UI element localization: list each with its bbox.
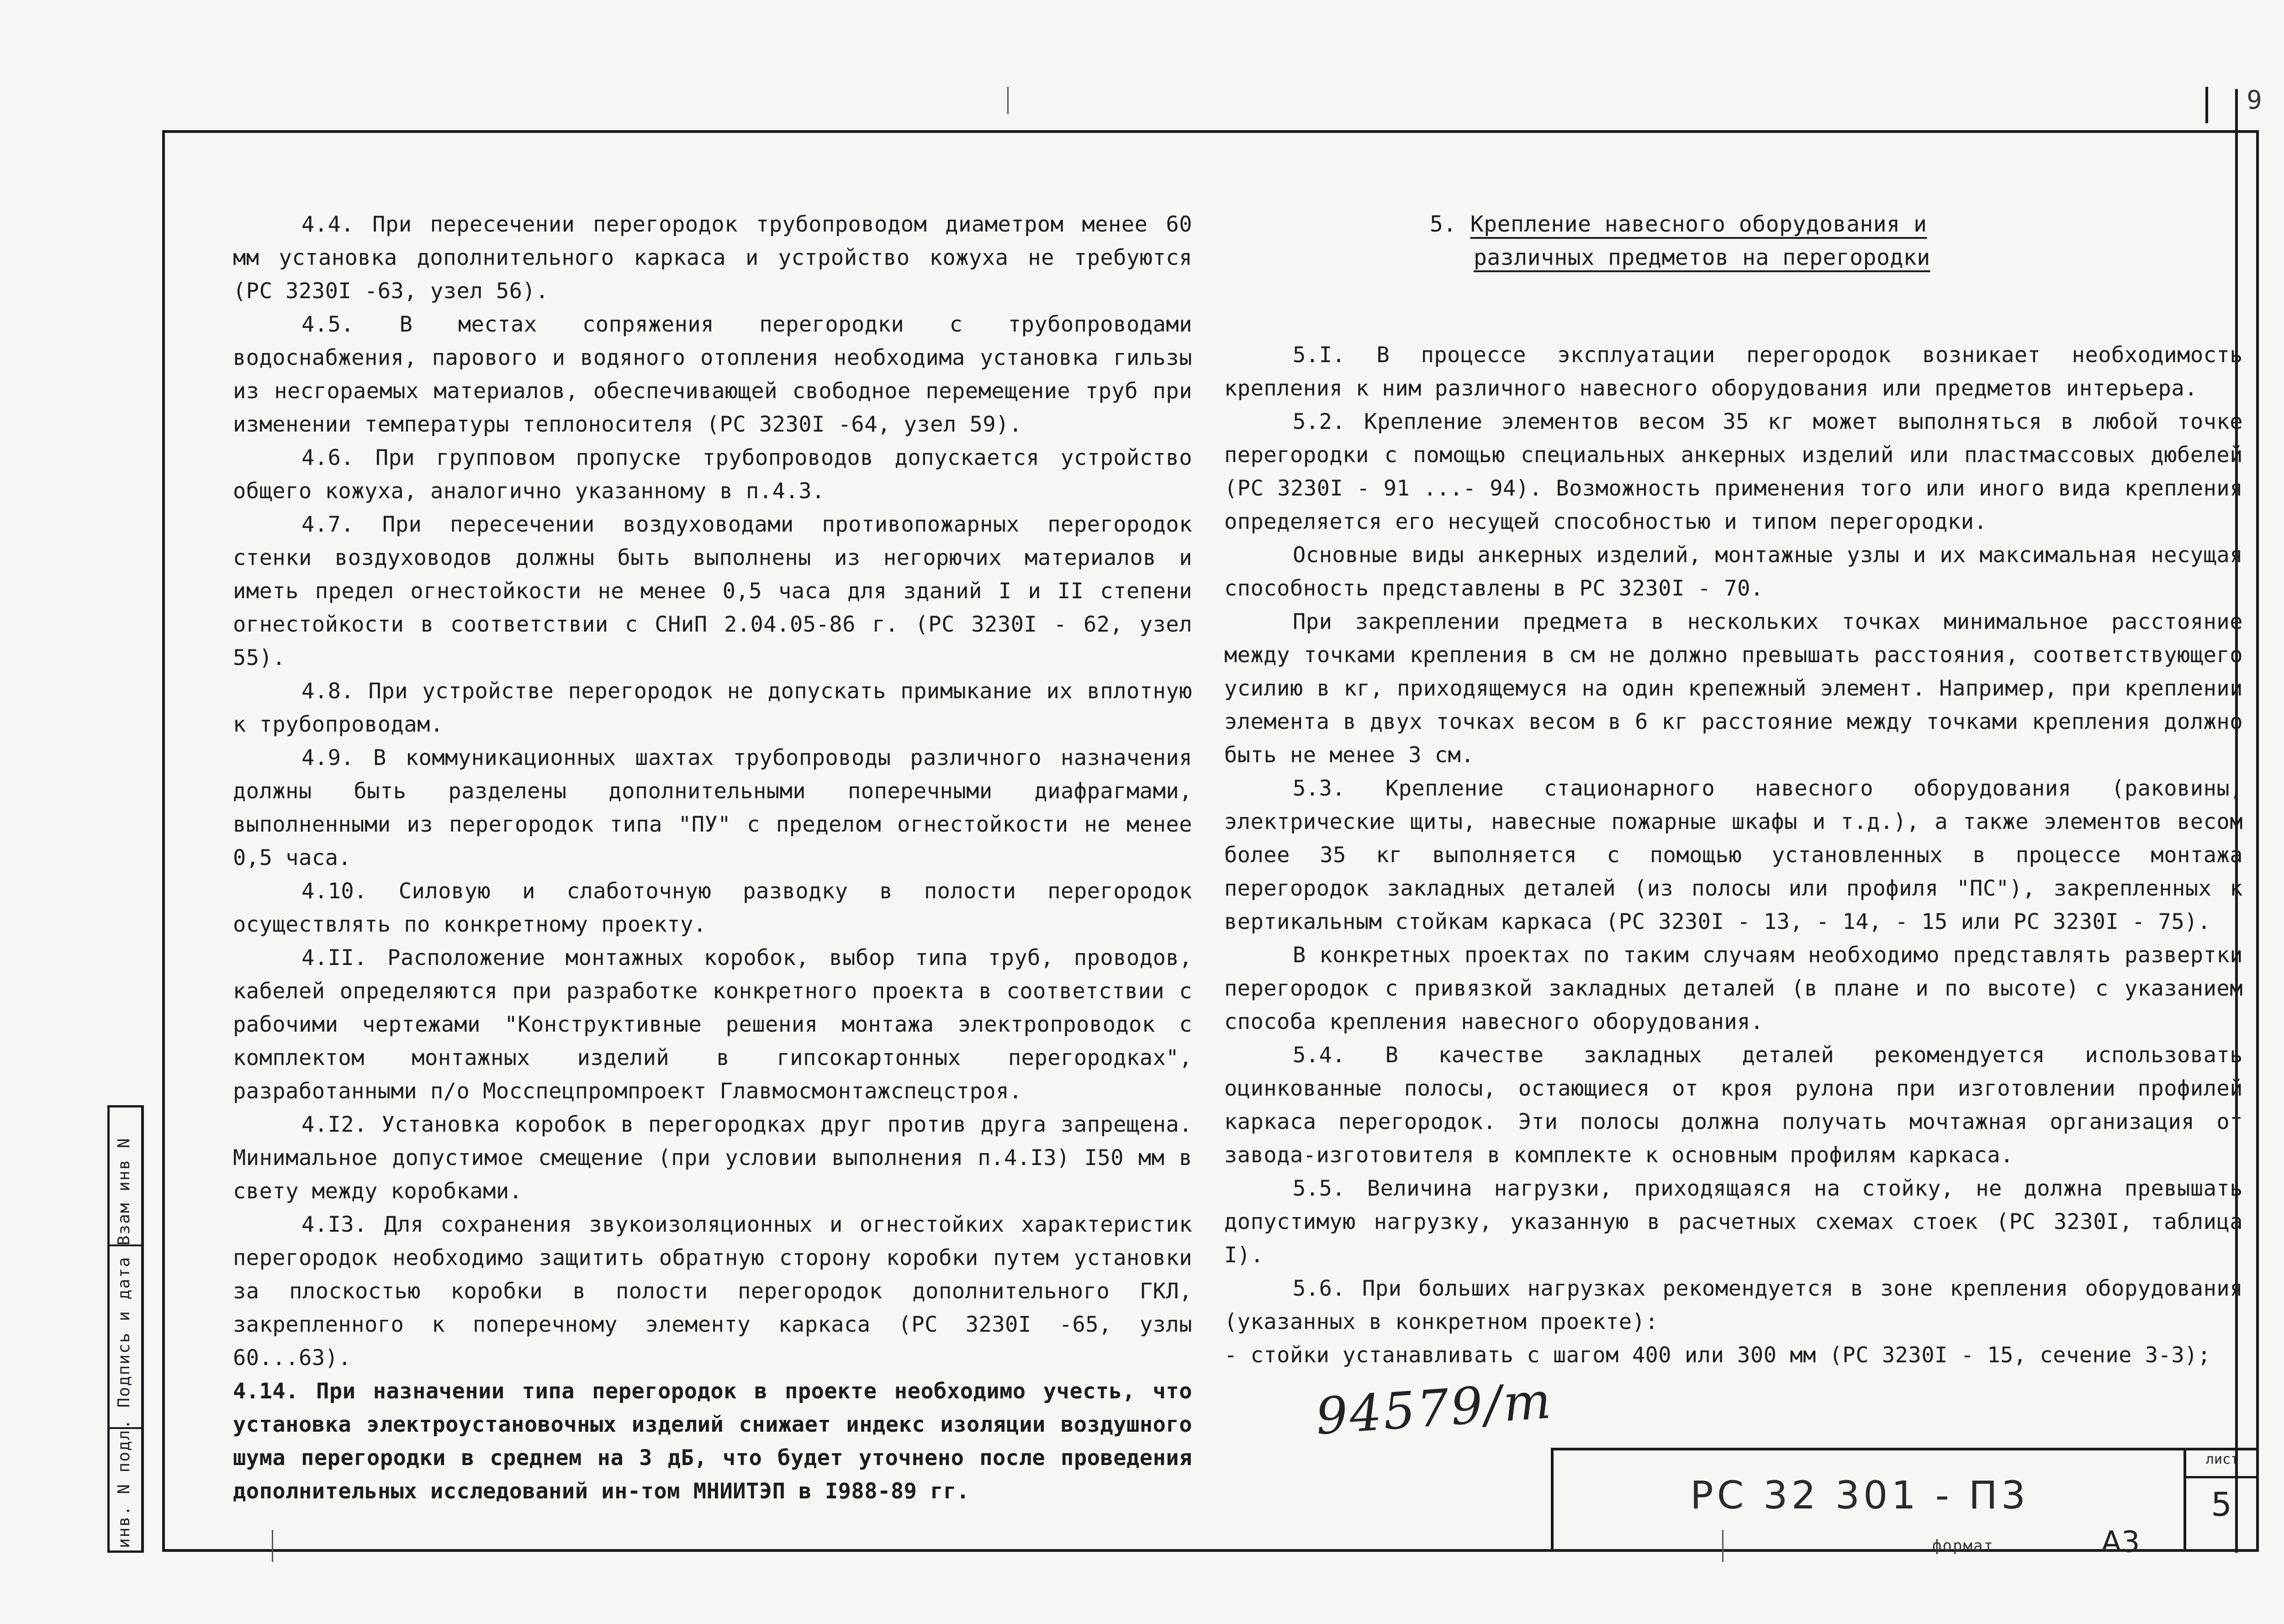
paragraph: 4.I2. Установка коробок в перегородках друг против друга запрещена. Минимальное допустимое смещение (при условии выполнения п.4.I3) I50 мм в свету между коробками. <box>233 1112 1192 1204</box>
scan-mark-top <box>1007 87 1009 114</box>
title-spacer <box>1224 274 2243 338</box>
paragraph: Основные виды анкерных изделий, монтажные узлы и их максимальная несущая способность представлены в РС 3230I - 70. <box>1224 543 2243 601</box>
paragraph: 4.8. При устройстве перегородок не допускать примыкание их вплотную к трубопроводам. <box>233 679 1192 737</box>
paragraph: В конкретных проектах по таким случаям необходимо представлять развертки перегородок с привязкой закладных деталей (в плане и по высоте) с указанием способа крепления навесного оборудования. <box>1224 943 2243 1034</box>
handwritten-registration-number: 94579/т <box>1314 1371 1555 1446</box>
sheet-divider <box>2184 1476 2257 1478</box>
paragraph: 5.I. В процессе эксплуатации перегородок возникает необходимость крепления к ним различного навесного оборудования или предметов интерьера. <box>1224 343 2243 401</box>
right-text-column <box>1224 208 2243 1372</box>
frame-top-tick <box>2205 87 2208 123</box>
paragraph: - стойки устанавливать с шагом 400 или 300 мм (РС 3230I - 15, сечение 3-3); <box>1224 1343 2211 1368</box>
paragraph: 4.I3. Для сохранения звукоизоляционных и огнестойких характеристик перегородок необходимо защитить обратную сторону коробки путем установки за плоскостью коробки в полости перегородок дополнительного ГКЛ, закрепленного к поперечному элементу каркаса (РС 3230I -65, узлы 60...63). <box>233 1212 1192 1371</box>
section-title-line1: Крепление навесного оборудования и <box>1470 211 1927 237</box>
paragraph: 5.5. Величина нагрузки, приходящаяся на стойку, не должна превышать допустимую нагрузку, указанную в расчетных схемах стоек (РС 3230I, таблица I). <box>1224 1176 2243 1268</box>
paragraph: 4.4. При пересечении перегородок трубопроводом диаметром менее 60 мм установка дополнительного каркаса и устройство кожуха не требуются (РС 3230I -63, узел 56). <box>233 212 1192 304</box>
sheet-label: лист <box>2205 1451 2239 1467</box>
section-title-line2: различных предметов на перегородки <box>1474 245 1930 270</box>
paragraph: При закреплении предмета в нескольких точках минимальное расстояние между точками крепления в см не должно превышать расстояния, соответствующего усилию в кг, приходящемуся на один крепежный элемент. Например, при креплении элемента в двух точках весом в 6 кг расстояние между точками крепления должно быть не менее 3 см. <box>1224 609 2243 768</box>
format-value: А3 <box>2101 1525 2140 1559</box>
scan-mark-bottom-left <box>272 1530 273 1562</box>
format-label: формат <box>1932 1537 1994 1555</box>
paragraph: 5.4. В качестве закладных деталей рекомендуется использовать оцинкованные полосы, остающиеся от кроя рулона при изготовлении профилей каркаса перегородок. Эти полосы должна получать мочтажная организация от завода-изготовителя в комплекте к основным профилям каркаса. <box>1224 1043 2243 1168</box>
paragraph: 5.2. Крепление элементов весом 35 кг может выполняться в любой точке перегородки с помощью специальных анкерных изделий или пластмассовых дюбелей (РС 3230I - 91 ...- 94). Возможность применения того или иного вида крепления определяется его несущей способностью и типом перегородки. <box>1224 409 2243 534</box>
document-code: РС 32 301 - П3 <box>1690 1473 2030 1518</box>
paragraph: 4.9. В коммуникационных шахтах трубопроводы различного назначения должны быть разделены дополнительными поперечными диафрагмами, выполненными из перегородок типа "ПУ" с пределом огнестойкости не менее 0,5 часа. <box>233 745 1192 870</box>
paragraph: 4.6. При групповом пропуске трубопроводов допускается устройство общего кожуха, аналогично указанному в п.4.3. <box>233 445 1192 504</box>
section-number: 5. <box>1430 211 1457 237</box>
paragraph: 4.14. При назначении типа перегородок в проекте необходимо учесть, что установка электроустановочных изделий снижает индекс изоляции воздушного шума перегородки в среднем на 3 дБ, что будет уточнено после проведения дополнительных исследований ин-том МНИИТЭП в I988-89 гг. <box>233 1379 1192 1504</box>
paragraph: 5.3. Крепление стационарного навесного оборудования (раковины, электрические щиты, навесные пожарные шкафы и т.д.), а также элементов весом более 35 кг выполняется с помощью установленных в процессе монтажа перегородок закладных деталей (из полосы или профиля "ПС"), закрепленных к вертикальным стойкам каркаса (РС 3230I - 13, - 14, - 15 или РС 3230I - 75). <box>1224 776 2243 934</box>
binding-strip-text: инв. N подл. Подпись и дата Взам инв N <box>115 1137 133 1548</box>
right-paragraphs <box>1224 338 2243 1372</box>
paragraph: 4.5. В местах сопряжения перегородки с трубопроводами водоснабжения, парового и водяного отопления необходима установка гильзы из несгораемых материалов, обеспечивающей свободное перемещение труб при изменении температуры теплоносителя (РС 3230I -64, узел 59). <box>233 312 1192 437</box>
section-title <box>1430 208 2243 274</box>
left-text-column <box>233 208 1192 1508</box>
paragraph: 5.6. При больших нагрузках рекомендуется в зоне крепления оборудования (указанных в конкретном проекте): <box>1224 1276 2243 1334</box>
page-number: 9 <box>2247 85 2262 115</box>
sheet-number: 5 <box>2211 1485 2232 1524</box>
paragraph: 4.10. Силовую и слаботочную разводку в полости перегородок осуществлять по конкретному проекту. <box>233 879 1192 937</box>
paragraph: 4.II. Расположение монтажных коробок, выбор типа труб, проводов, кабелей определяются при разработке конкретного проекта в соответствии с рабочими чертежами "Конструктивные решения монтажа электропроводок с комплектом монтажных изделий в гипсокартонных перегородках", разработанными п/о Мосспецпромпроект Главмосмонтажспецстроя. <box>233 945 1192 1104</box>
paragraph: 4.7. При пересечении воздуховодами противопожарных перегородок стенки воздуховодов должны быть выполнены из негорючих материалов и иметь предел огнестойкости не менее 0,5 часа для зданий I и II степени огнестойкости в соответствии с СНиП 2.04.05-86 г. (РС 3230I - 62, узел 55). <box>233 512 1192 670</box>
